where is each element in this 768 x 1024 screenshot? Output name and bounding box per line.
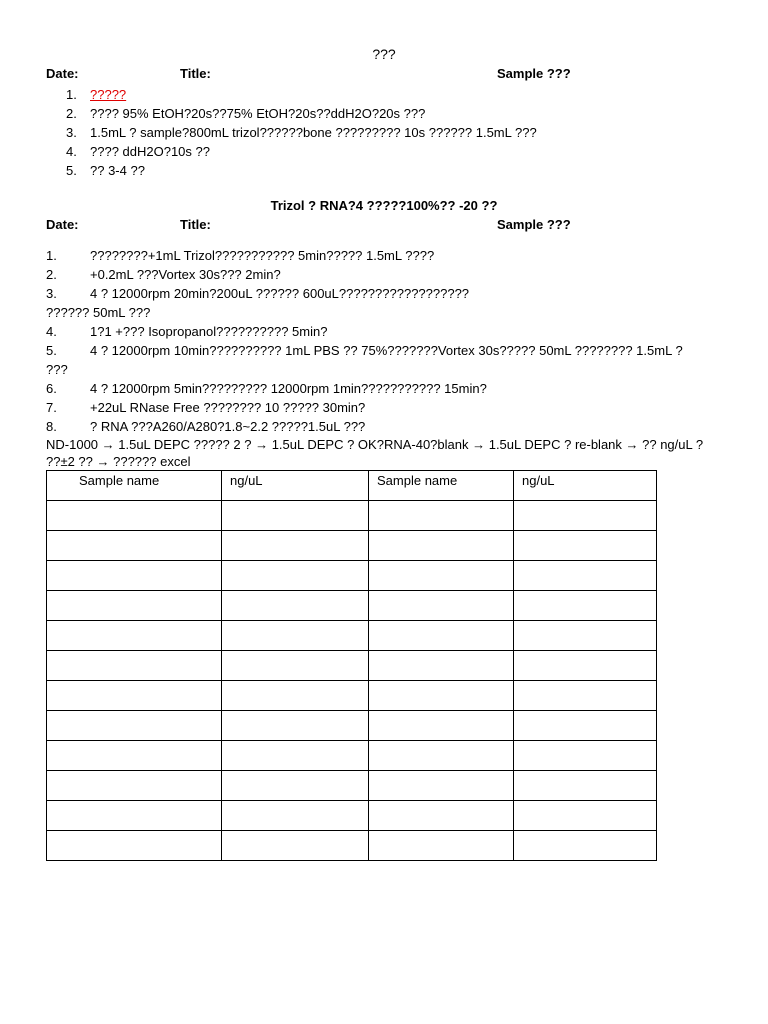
step-text: 1?1 +??? Isopropanol?????????? 5min? xyxy=(90,324,328,339)
table-row xyxy=(47,591,657,621)
table-cell[interactable] xyxy=(514,651,657,681)
sample-label: Sample ??? xyxy=(497,66,571,81)
step-text: +0.2mL ???Vortex 30s??? 2min? xyxy=(90,267,281,282)
table-cell[interactable] xyxy=(47,561,222,591)
table-cell[interactable] xyxy=(47,501,222,531)
list-item xyxy=(66,142,537,161)
table-cell[interactable] xyxy=(222,591,369,621)
step-text: 4 ? 12000rpm 20min?200uL ?????? 600uL?????????????????? xyxy=(90,286,470,301)
nd1000-instructions xyxy=(46,436,726,470)
title-label: Title: xyxy=(180,217,211,232)
table-cell[interactable] xyxy=(47,741,222,771)
step-text: ???? 95% EtOH?20s??75% EtOH?20s??ddH2O?20s ??? xyxy=(90,106,426,121)
step-text: ????????+1mL Trizol??????????? 5min????? 1.5mL ???? xyxy=(90,248,435,263)
step-text: ?? 3-4 ?? xyxy=(90,163,145,178)
item-number: 2. xyxy=(66,106,77,121)
list-item xyxy=(46,265,726,284)
step-text: ? RNA ???A260/A280?1.8~2.2 ?????1.5uL ??? xyxy=(90,419,366,434)
table-cell[interactable] xyxy=(222,681,369,711)
table-cell[interactable] xyxy=(514,681,657,711)
list-item xyxy=(46,379,726,398)
table-cell[interactable] xyxy=(222,801,369,831)
highlighted-step: ????? xyxy=(90,87,127,102)
header-ng-ul: ng/uL xyxy=(514,471,657,501)
step-text: 4 ? 12000rpm 5min????????? 12000rpm 1min??????????? 15min? xyxy=(90,381,487,396)
step-text: 1.5mL ? sample?800mL trizol??????bone ????????? 10s ?????? 1.5mL ??? xyxy=(90,125,537,140)
sample-table xyxy=(46,470,657,861)
section2-heading: Trizol ? RNA?4 ?????100%?? -20 ?? xyxy=(270,198,498,213)
item-number: 4. xyxy=(46,324,57,339)
item-number: 1. xyxy=(66,87,77,102)
table-row xyxy=(47,531,657,561)
list-item xyxy=(46,322,726,341)
table-cell[interactable] xyxy=(222,741,369,771)
list-item-continuation: ?????? 50mL ??? xyxy=(46,305,151,320)
step-text: ???? ddH2O?10s ?? xyxy=(90,144,210,159)
table-cell[interactable] xyxy=(514,711,657,741)
table-cell[interactable] xyxy=(47,621,222,651)
table-cell[interactable] xyxy=(369,711,514,741)
table-cell[interactable] xyxy=(514,591,657,621)
table-cell[interactable] xyxy=(222,651,369,681)
item-number: 6. xyxy=(46,381,57,396)
table-cell[interactable] xyxy=(369,741,514,771)
sample-label: Sample ??? xyxy=(497,217,571,232)
table-cell[interactable] xyxy=(369,501,514,531)
table-row xyxy=(47,711,657,741)
item-number: 3. xyxy=(66,125,77,140)
table-cell[interactable] xyxy=(369,561,514,591)
table-cell[interactable] xyxy=(47,801,222,831)
item-number: 5. xyxy=(46,343,57,358)
nd1000-line: ND-1000 → 1.5uL DEPC ????? 2 ? → 1.5uL DEPC ? OK?RNA-40?blank → 1.5uL DEPC ? re-blank → ?? ng/uL ? xyxy=(46,437,704,452)
table-cell[interactable] xyxy=(514,561,657,591)
item-number: 2. xyxy=(46,267,57,282)
item-number: 4. xyxy=(66,144,77,159)
section1-heading: ??? xyxy=(372,46,396,62)
table-header-row xyxy=(47,471,657,501)
title-label: Title: xyxy=(180,66,211,81)
table-cell[interactable] xyxy=(222,621,369,651)
table-row xyxy=(47,651,657,681)
date-label: Date: xyxy=(46,66,79,81)
table-row xyxy=(47,741,657,771)
table-cell[interactable] xyxy=(514,621,657,651)
table-cell[interactable] xyxy=(514,801,657,831)
item-number: 1. xyxy=(46,248,57,263)
table-cell[interactable] xyxy=(222,771,369,801)
item-number: 8. xyxy=(46,419,57,434)
table-cell[interactable] xyxy=(514,501,657,531)
table-row xyxy=(47,681,657,711)
table-cell[interactable] xyxy=(47,711,222,741)
table-cell[interactable] xyxy=(369,591,514,621)
table-cell[interactable] xyxy=(47,651,222,681)
list-item xyxy=(66,85,537,104)
list-item xyxy=(46,284,726,303)
list-item xyxy=(46,246,726,265)
section2-steps xyxy=(46,246,726,436)
table-cell[interactable] xyxy=(47,771,222,801)
table-cell[interactable] xyxy=(369,681,514,711)
list-item xyxy=(46,341,726,360)
table-cell[interactable] xyxy=(47,531,222,561)
step-text: 4 ? 12000rpm 10min?????????? 1mL PBS ?? 75%???????Vortex 30s????? 50mL ???????? 1.5mL ? xyxy=(90,343,683,358)
header-ng-ul: ng/uL xyxy=(222,471,369,501)
table-row xyxy=(47,801,657,831)
table-row xyxy=(47,831,657,861)
list-item xyxy=(46,417,726,436)
table-cell[interactable] xyxy=(369,621,514,651)
table-row xyxy=(47,621,657,651)
table-body xyxy=(47,501,657,861)
nd1000-line: ??±2 ?? → ?????? excel xyxy=(46,454,191,469)
step-text: +22uL RNase Free ???????? 10 ????? 30min? xyxy=(90,400,366,415)
list-item xyxy=(46,398,726,417)
header-sample-name: Sample name xyxy=(369,471,514,501)
table-cell[interactable] xyxy=(47,831,222,861)
table-cell[interactable] xyxy=(514,741,657,771)
item-number: 7. xyxy=(46,400,57,415)
list-item xyxy=(66,104,537,123)
table-cell[interactable] xyxy=(514,831,657,861)
table-cell[interactable] xyxy=(369,801,514,831)
table-cell[interactable] xyxy=(369,531,514,561)
table-cell[interactable] xyxy=(47,681,222,711)
list-item xyxy=(66,161,537,180)
table-cell[interactable] xyxy=(369,831,514,861)
table-cell[interactable] xyxy=(222,531,369,561)
item-number: 5. xyxy=(66,163,77,178)
table-cell[interactable] xyxy=(222,561,369,591)
item-number: 3. xyxy=(46,286,57,301)
table-cell[interactable] xyxy=(222,501,369,531)
date-label: Date: xyxy=(46,217,79,232)
table-row xyxy=(47,501,657,531)
table-cell[interactable] xyxy=(514,531,657,561)
table-cell[interactable] xyxy=(369,771,514,801)
table-row xyxy=(47,561,657,591)
list-item xyxy=(66,123,537,142)
section1-steps xyxy=(66,85,537,180)
table-cell[interactable] xyxy=(47,591,222,621)
table-cell[interactable] xyxy=(514,771,657,801)
table-cell[interactable] xyxy=(222,831,369,861)
table-cell[interactable] xyxy=(222,711,369,741)
table-row xyxy=(47,771,657,801)
list-item-continuation: ??? xyxy=(46,362,68,377)
table-cell[interactable] xyxy=(369,651,514,681)
header-sample-name: Sample name xyxy=(47,471,222,501)
